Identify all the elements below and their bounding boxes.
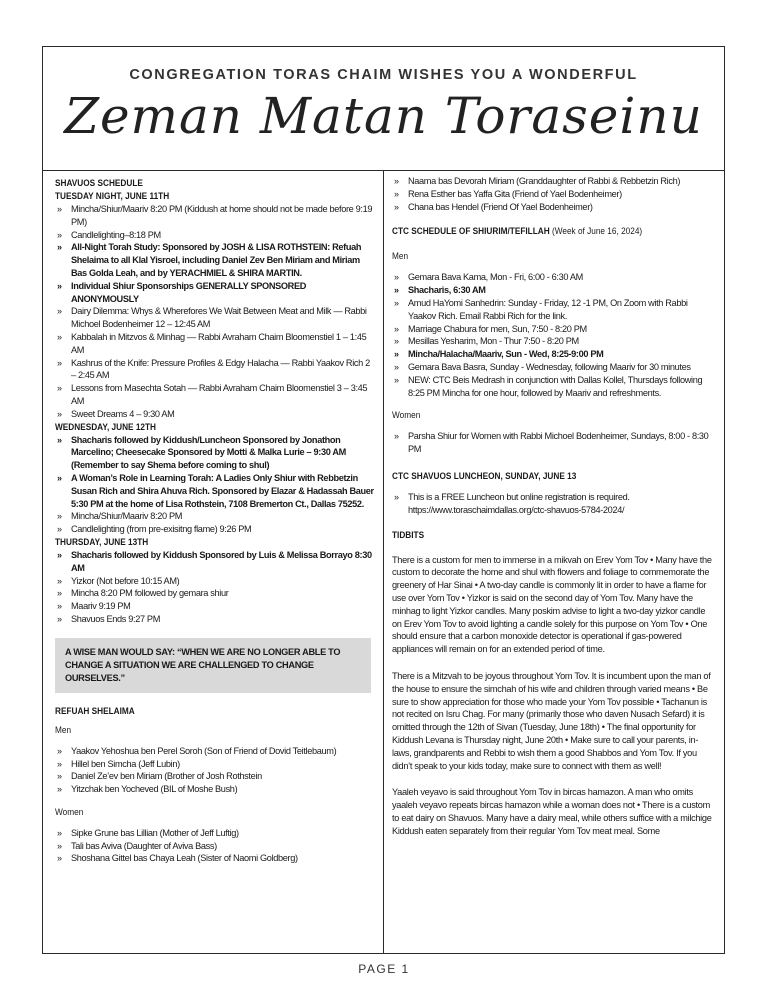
list-item: » Individual Shiur Sponsorships GENERALLY SPONSORED ANONYMOUSLY	[55, 280, 375, 306]
thursday-list	[55, 549, 375, 626]
right-column	[384, 171, 725, 953]
list-item: » Candlelighting–8:18 PM	[55, 229, 375, 242]
list-item: » Rena Esther bas Yaffa Gita (Friend of Yael Bodenheimer)	[392, 188, 715, 201]
list-item: » This is a FREE Luncheon but online registration is required. https://www.toraschaimdallas.org/ctc-shavuos-5784-2024/	[392, 491, 715, 517]
shiurim-title	[392, 225, 670, 238]
refuah-women-continued-list	[392, 175, 715, 213]
tuesday-list	[55, 203, 375, 421]
list-item: » Shacharis, 6:30 AM	[392, 284, 715, 297]
masthead	[43, 47, 724, 171]
list-item: » Gemara Bava Basra, Sunday - Wednesday, following Maariv for 30 minutes	[392, 361, 715, 374]
list-item: » Kashrus of the Knife: Pressure Profiles & Edgy Halacha — Rabbi Yaakov Rich 2 – 2:45 AM	[55, 357, 375, 383]
refuah-women-list	[55, 827, 375, 865]
list-item: » Tali bas Aviva (Daughter of Aviva Bass)	[55, 840, 375, 853]
shiurim-men-label: Men	[392, 251, 409, 263]
list-item: » Kabbalah in Mitzvos & Minhag — Rabbi Avraham Chaim Bloomenstiel 1 – 1:45 AM	[55, 331, 375, 357]
list-item: » Candlelighting (from pre-exisitng flame) 9:26 PM	[55, 523, 375, 536]
luncheon-title: CTC SHAVUOS LUNCHEON, SUNDAY, JUNE 13	[392, 470, 577, 482]
list-item: » Daniel Ze’ev ben Miriam (Brother of Josh Rothstein	[55, 770, 375, 783]
refuah-women-label: Women	[55, 806, 84, 818]
masthead-subtitle: CONGREGATION TORAS CHAIM WISHES YOU A WONDERFUL	[129, 67, 638, 83]
list-item: » Shavuos Ends 9:27 PM	[55, 613, 375, 626]
list-item: » Shoshana Gittel bas Chaya Leah (Sister of Naomi Goldberg)	[55, 852, 375, 865]
wednesday-list	[55, 434, 375, 536]
shiurim-men-list	[392, 271, 715, 399]
shiurim-women-list	[392, 430, 715, 456]
list-item: » Mincha/Shiur/Maariv 8:20 PM (Kiddush at home should not be made before 9:19 PM)	[55, 203, 375, 229]
tuesday-heading: TUESDAY NIGHT, JUNE 11TH	[55, 191, 170, 202]
tidbits-paragraph: There is a custom for men to immerse in a mikvah on Erev Yom Tov • Many have the custom to decorate the home and shul with flowers and foliage to commemorate the greenery of Har Sinai • A two-day candle is commonly lit in order to have a flame for use over Yom Tov • Yizkor is said on the second day of Yom Tov. Many have the minhag to light Yizkor candles. Many poskim advise to light a two-day yizkor candle on Erev Yom Tov to avoid lighting a candle solely for this purpose on Yom Tov • One should ensure that a carbon monoxide detector is operational if gas-powered appliances will remain on for an extended period of time.	[392, 554, 712, 655]
refuah-men-label: Men	[55, 724, 72, 736]
list-item: » Mesillas Yesharim, Mon - Thur 7:50 - 8:20 PM	[392, 335, 715, 348]
list-item: » Marriage Chabura for men, Sun, 7:50 - 8:20 PM	[392, 323, 715, 336]
shiurim-title-note: (Week of June 16, 2024)	[551, 226, 643, 238]
tidbits-paragraph: There is a Mitzvah to be joyous throughout Yom Tov. It is incumbent upon the man of the house to ensure the simchah of his wife and children through varied means • Be sure to show appreciation for those who made your Yom Tov possible • Tachanun is not recited on Isru Chag. For many (primarily those who daven Nusach Sefard) it is omitted through the 12th of Sivan (Tuesday, June 18th) • The final opportunity for Kiddush Levana is Thursday night, June 20th • Make sure to call your parents, in-laws, grandparents and Rebbi to wish them a good Shabbos and Yom Tov. If you didn’t speak to your kids today, make sure to connect with them as well!	[392, 670, 711, 771]
refuah-men-list	[55, 745, 375, 796]
list-item: » Gemara Bava Kama, Mon - Fri, 6:00 - 6:30 AM	[392, 271, 715, 284]
list-item: » Mincha/Halacha/Maariv, Sun - Wed, 8:25-9:00 PM	[392, 348, 715, 361]
wednesday-heading: WEDNESDAY, JUNE 12TH	[55, 421, 157, 433]
tidbits-paragraph: Yaaleh veyavo is said throughout Yom Tov in bircas hamazon. A man who omits yaaleh veyavo repeats bircas hamazon while a woman does not • There is a custom to eat dairy on Shavuos. Many have a dairy meal, while others suffice with a milchige Kiddush eaten separately from their regular Yom Tov meat meal. Some	[392, 787, 712, 836]
list-item: » Mincha 8:20 PM followed by gemara shiur	[55, 587, 375, 600]
wise-man-quote: A WISE MAN WOULD SAY: “WHEN WE ARE NO LONGER ABLE TO CHANGE A SITUATION WE ARE CHALLENGED TO CHANGE OURSELVES.”	[55, 638, 371, 693]
list-item: » Yizkor (Not before 10:15 AM)	[55, 575, 375, 588]
list-item: » NEW: CTC Beis Medrash in conjunction with Dallas Kollel, Thursdays following 8:25 PM Mincha for one hour, followed by Maariv and refreshments.	[392, 374, 715, 400]
list-item: » Maariv 9:19 PM	[55, 600, 375, 613]
thursday-heading: THURSDAY, JUNE 13TH	[55, 536, 149, 548]
list-item: » Sipke Grune bas Lillian (Mother of Jeff Luftig)	[55, 827, 375, 840]
list-item: » Yaakov Yehoshua ben Perel Soroh (Son of Friend of Dovid Teitlebaum)	[55, 745, 375, 758]
list-item: » Parsha Shiur for Women with Rabbi Michoel Bodenheimer, Sundays, 8:00 - 8:30 PM	[392, 430, 715, 456]
list-item: » Naama bas Devorah Miriam (Granddaughter of Rabbi & Rebbetzin Rich)	[392, 175, 715, 188]
list-item: » Dairy Dilemma: Whys & Wherefores We Wait Between Meat and Milk — Rabbi Michoel Bodenheimer 12 – 12:45 AM	[55, 305, 375, 331]
masthead-script-title: Zeman Matan Toraseinu	[64, 87, 703, 145]
page-number: PAGE 1	[358, 962, 410, 976]
list-item: » Lessons from Masechta Sotah — Rabbi Avraham Chaim Bloomenstiel 3 – 3:45 AM	[55, 382, 375, 408]
list-item: » Mincha/Shiur/Maariv 8:20 PM	[55, 510, 375, 523]
schedule-title: SHAVUOS SCHEDULE	[55, 178, 143, 189]
tidbits-title: TIDBITS	[392, 529, 425, 541]
luncheon-list	[392, 491, 715, 517]
refuah-title: REFUAH SHELAIMA	[55, 705, 135, 717]
shiurim-women-label: Women	[392, 410, 421, 422]
list-item: » Hillel ben Simcha (Jeff Lubin)	[55, 758, 375, 771]
list-item: » Shacharis followed by Kiddush Sponsored by Luis & Melissa Borrayo 8:30 AM	[55, 549, 375, 575]
page-frame	[42, 46, 725, 954]
list-item: » A Woman’s Role in Learning Torah: A Ladies Only Shiur with Rebbetzin Susan Rich and Shira Ahuva Rich. Sponsored by Elazar & Hadassah Bauer 5:30 PM at the home of Lisa Rothstein, 7108 Bremerton Ct., Dallas 75252.	[55, 472, 375, 510]
list-item: » Amud HaYomi Sanhedrin: Sunday - Friday, 12 -1 PM, On Zoom with Rabbi Yaakov Rich. Email Rabbi Rich for the link.	[392, 297, 715, 323]
list-item: » Chana bas Hendel (Friend Of Yael Bodenheimer)	[392, 201, 715, 214]
list-item: » Sweet Dreams 4 – 9:30 AM	[55, 408, 375, 421]
list-item: » Shacharis followed by Kiddush/Luncheon Sponsored by Jonathon Marcelino; Cheesecake Sponsored by Motti & Malka Lurie – 9:30 AM (Remember to say Shema before coming to shul)	[55, 434, 375, 472]
left-column	[43, 171, 383, 953]
list-item: » All-Night Torah Study: Sponsored by JOSH & LISA ROTHSTEIN: Refuah Shelaima to all Klal Yisroel, including Daniel Zev Ben Miriam and Miriam Bas Golda Leah, and by YERACHMIEL & SHIRA MARTIN.	[55, 241, 375, 279]
shiurim-title-text: CTC SCHEDULE OF SHIURIM/TEFILLAH	[392, 226, 550, 238]
list-item: » Yitzchak ben Yocheved (BIL of Moshe Bush)	[55, 783, 375, 796]
